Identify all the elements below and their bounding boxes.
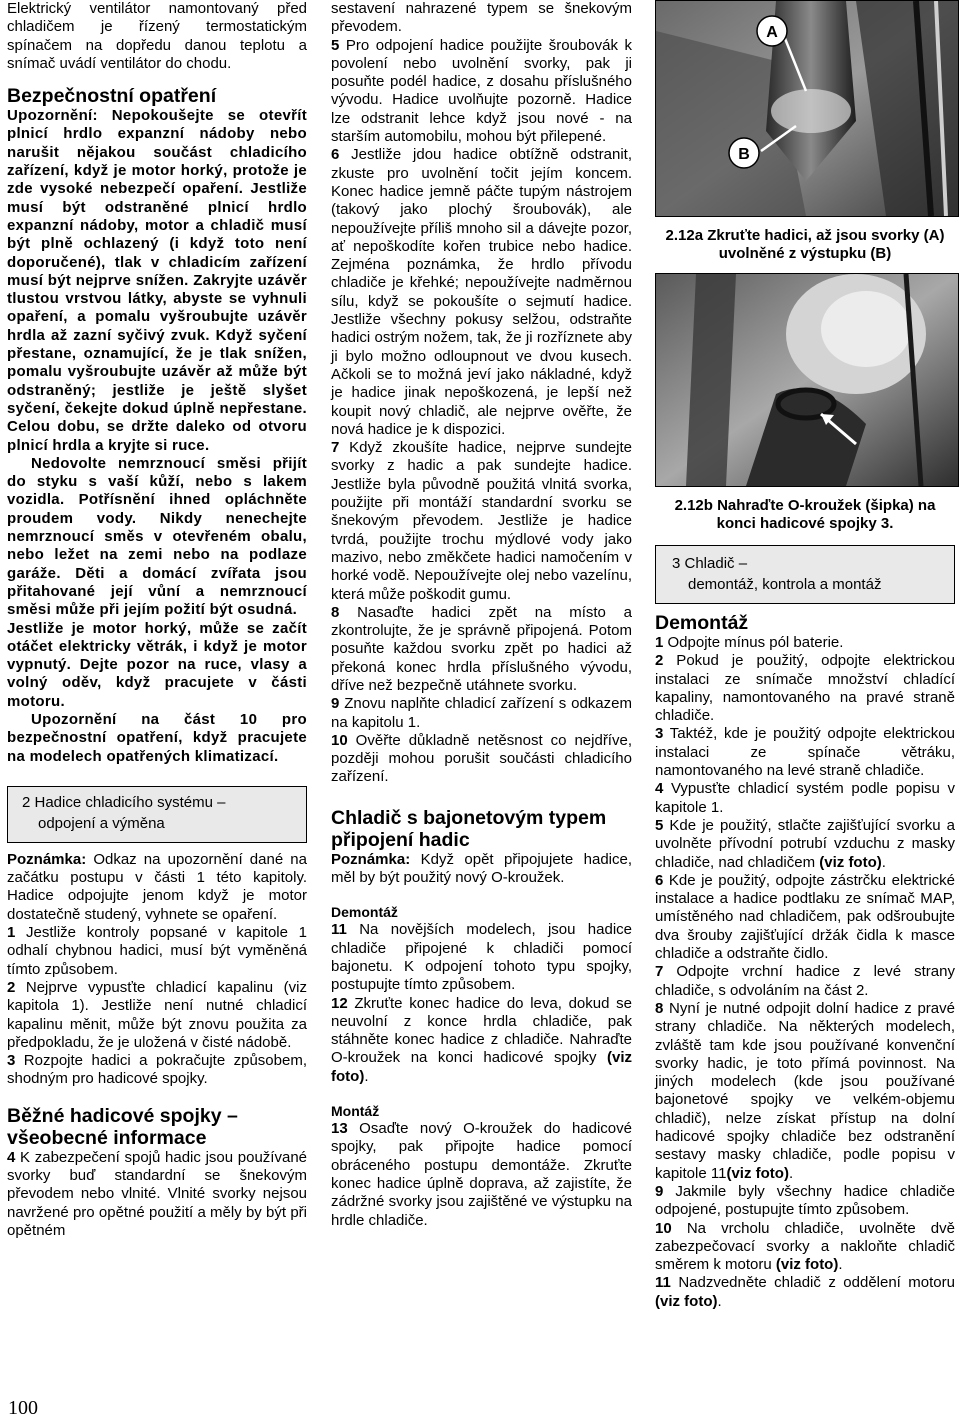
step-text: Ověřte důkladně netěsnost co nejdříve, později mohou porušit součásti chladicího zařízení. [331,731,632,786]
caption-2-12b: 2.12b Nahraďte O-kroužek (šipka) na konci hadicové spojky 3. [674,497,936,532]
step-text: Odpojte vrchní hadice z levé strany chladiče, s odvoláním na část 2. [655,963,955,999]
step-number: 9 [655,1182,664,1200]
bayonet-note [331,851,632,888]
step-number: 1 [7,924,16,942]
radiator-step-2 [655,652,955,725]
step-text: Když zkoušíte hadice, nejprve sundejte svorky z hadic a pak sundejte hadice. Jestliže byla původně použitá vlnitá svorka, použijte při montáží standardní svorku se šnekovým převodem. Jestliže je hadice tvrdá, použijte trochu mýdlové vody jako mazivo, nebo změkčete hadici namočením v horké vodě. Nepoužívejte olej nebo vazelínu, která může poškodit gumu. [331,439,632,603]
step-number: 13 [331,1120,348,1138]
step-text-end: . [881,853,886,871]
page-number: 100 [8,1397,38,1419]
step-8 [331,604,632,695]
step-text: Nejprve vypusťte chladicí kapalinu (viz kapitola 1). Jestliže není nutné chladicí kapalinu měnit, může být znovu použita za předpokladu, že je uložená v čisté nádobě. [7,978,307,1051]
section-box-radiator [655,545,955,604]
section-box-hoses-line1: 2 Hadice chladicího systému – [22,793,226,811]
warning-3: Jestliže je motor horký, může se začít otáčet elektricky větrák, i když je motor vypnutý. Dejte pozor na ruce, vlasy a volný oděv, když pracujete v části motoru. [7,619,307,710]
step-number: 9 [331,695,340,713]
continued-paragraph: sestavení nahrazené typem se šnekovým převodem. [331,0,632,36]
step-text: Na novějších modelech, jsou hadice chladiče připojené k chladiči pomocí bajonetu. K odpojení tohoto typu spojky, postupujte tímto způsobem. [331,921,632,994]
step-9 [331,695,632,732]
step-text: Taktéž, kde je použitý odpojte elektrickou instalaci ze spínače větráku, namontovaného na levé straně chladiče. [655,725,955,780]
warning-2: Nedovolte nemrznoucí směsi přijít do styku s vaší kůží, nebo s lakem vozidla. Potřísnění ihned opláchněte proudem vody. Nikdy nenechejte nemrznoucí směs v otevřeném obalu, nebo ležet na zemi nebo na podlaze garáže. Děti a domácí zvířata jsou přitahované její vůní a nemrznoucí směsi může při jejím požití být osudná. [7,454,307,619]
step-text: Kde je použitý, odpojte zástrčku elektrické instalace a hadice podtlaku ze snímač MAP, umístěného nad chladičem, pak odšroubujte dva šrouby zajišťující držák čidla k masce chladiče a odstraňte čidlo. [655,871,955,963]
note-text: Odkaz na upozornění dané na začátku postupu v části 1 této kapitoly. Hadice odpojujte jenom když je motor dostatečně studený, vyhnete se opaření. [7,850,307,923]
warning-4: Upozornění na část 10 pro bezpečnostní opatření, když pracujete na modelech opatřených klimatizací. [7,710,307,765]
photo-label-a: A [766,24,778,41]
step-number: 10 [331,731,348,749]
step-text: Pro odpojení hadice použijte šroubovák k povolení nebo uvolnění svorky, pak ji posuňte podél hadice, z dosahu příslušného vývodu. Hadice uvolňujte pozorně. Hadice lze odstranit lehce když jsou nové - na starším automobilu, mohou být přilepené. [331,36,632,146]
step-5 [331,37,632,147]
photo-2-12b-drawing [656,274,958,486]
step-12 [331,995,632,1086]
photo-reference: (viz foto) [775,1256,839,1274]
radiator-removal-heading: Demontáž [655,612,749,634]
step-text: Na vrcholu chladiče, uvolněte dvě zabezpečovací svorky a nakloňte chladič směrem k motoru [655,1219,955,1274]
step-text: Pokud je použitý, odpojte elektrickou instalaci ze snímače množství chladící kapaliny, namontovaného na pravé straně chladiče. [655,652,955,725]
step-7 [331,439,632,604]
radiator-step-11 [655,1274,955,1311]
step-number: 11 [655,1274,671,1292]
step-2 [7,979,307,1052]
step-number: 12 [331,994,348,1012]
step-number: 7 [655,963,664,981]
step-text-end: . [717,1292,722,1310]
safety-warnings [7,107,307,766]
radiator-step-10 [655,1220,955,1275]
radiator-step-8 [655,1000,955,1183]
step-number: 7 [331,439,340,457]
photo-reference: (viz foto) [655,1292,718,1310]
step-number: 3 [655,725,664,743]
radiator-step-3 [655,725,955,780]
section-box-radiator-line1: 3 Chladič – [672,555,748,572]
step-text: Kde je použitý, stlačte zajišťující svorku a uvolněte přívodní potrubí vzduchu z masky chladiče, nad chladičem [655,816,955,871]
step-number: 6 [655,871,664,889]
section-box-hoses [7,786,307,843]
step-number: 6 [331,146,340,164]
photo-reference: (viz foto) [331,1049,632,1085]
radiator-step-1 [655,634,955,652]
photo-reference: (viz foto) [726,1164,789,1182]
step-13 [331,1120,632,1230]
step-text: Nyní je nutné odpojit dolní hadice z pravé strany chladiče. Na některých modelech, zvláště tam kde jsou používané konvenční svorky hadic, je toto přímá povinnost. Na jiných modelech (kde jsou používané bajonetové spojky ve velkém-objemu chladič), nelze získat přístup na dolní hadicové spojky chladiče bez odstranění sestavy masky chladiče, podle popisu v kapitole 11 [655,999,955,1182]
hose-title-line1: Běžné hadicové spojky – [7,1104,238,1127]
radiator-step-7 [655,963,955,1000]
step-number: 4 [7,1148,16,1166]
hose-title-line2: všeobecné informace [7,1126,207,1149]
step-1 [7,924,307,979]
step-number: 5 [331,36,340,54]
note-text: Když opět připojujete hadice, měl by být použitý nový O-kroužek. [331,850,632,887]
radiator-step-4 [655,780,955,817]
removal-heading: Demontáž [331,904,398,921]
step-number: 8 [331,603,340,621]
step-text-end: . [838,1256,843,1274]
step-10 [331,732,632,787]
step-number: 11 [331,921,347,939]
step-text-end: . [788,1164,794,1182]
step-number: 2 [7,978,16,996]
step-text: Odpojte mínus pól baterie. [663,634,844,651]
step-text: Osaďte nový O-kroužek do hadicové spojky, pak připojte hadice pomocí obráceného postupu demontáže. Zkruťte konec hadice úplně doprava, až zajistíte, že zádržné svorky jsou zajištěné ve výstupku na hrdle chladiče. [331,1120,632,1229]
photo-2-12a [655,0,959,217]
note-paragraph [7,851,307,924]
step-3 [7,1052,307,1089]
column-left [7,0,307,1240]
photo-2-12b [655,273,959,487]
photo-2-12a-drawing [656,1,958,216]
step-text: Zkruťte konec hadice do leva, dokud se neuvolní z konce hrdla chladiče, pak stáhněte konec hadice z chladiče. Nahraďte O-kroužek na konci hadicové spojky [331,994,632,1067]
step-number: 1 [655,634,664,651]
step-text: Jakmile byly všechny hadice chladiče odpojené, postupujte tímto způsobem. [655,1182,955,1219]
step-4 [7,1149,307,1240]
photo-label-b: B [738,146,750,163]
intro-paragraph: Elektrický ventilátor namontovaný před chladičem je řízený termostatickým spínačem na dopředu danou teplotu a snímač uvádí ventilátor do chodu. [7,0,307,72]
warning-1: Upozornění: Nepokoušejte se otevřít plnicí hrdlo expanzní nádoby nebo narušit nějakou součást chladicího zařízení, když je motor horký, protože je zde vysoké nebezpečí opaření. Jestliže musí být odstraněné plnicí hrdlo expanzní nádoby, motor a chladič musí být plně ochlazený (i když toto není doporučené), tlak v chladicím zařízení musí být nejprve snížen. Zakryjte uzávěr tlustou vrstvou látky, abyste se vyhnuli opaření, a pomalu vyšroubujte uzávěr hrdla až zazní syčivý zvuk. Když syčení přestane, oznamující, že je tlak snížen, pomalu vyšroubujte uzávěr až může být odstraněný; jestliže je ještě slyšet syčení, čekejte dokud úplně nepřestane. Celou dobu, se držte daleko od otvoru plnicí hrdla a kryjte si ruce. [7,107,307,454]
step-text: Rozpojte hadici a pokračujte způsobem, shodným pro hadicové spojky. [7,1052,307,1088]
step-text: Jestliže kontroly popsané v kapitole 1 odhalí chybnou hadici, musí být vyměněná tímto způsobem. [7,924,307,978]
step-text: Jestliže jdou hadice obtížně odstranit, zkuste pro uvolnění točit jejím koncem. Konec hadice jemně páčte tupým nástrojem (takový jako plochý šroubovák), ale nepoužívejte příliš mnoho sil a dávejte pozor, ať nepoškodíte kořen trubice nebo hadice. Zejména poznámka, že hrdlo přívodu chladiče je křehké; nepoužívejte nadměrnou sílu, když se pokoušíte o sejmutí hadice. Jestliže všechny pokusy selžou, odstraňte hadici ostrým nožem, tak, že ji rozříznete aby ji bylo možno odloupnout ve dvou kusech. Ačkoli se to možná jeví jako nákladné, když je hadice jinak nepoškozená, je lepší než koupit nový chladič, ale nejprve ověřte, že nová hadice je k dispozici. [331,146,632,438]
section-box-radiator-line2: demontáž, kontrola a montáž [688,576,882,593]
step-number: 4 [655,780,664,798]
bayonet-title: Chladič s bajonetovým typem připojení hadic [331,806,607,851]
caption-2-12a: 2.12a Zkruťte hadici, až jsou svorky (A) uvolněné z výstupku (B) [665,227,945,262]
radiator-step-5 [655,817,955,872]
hose-title [7,1105,307,1149]
step-number: 5 [655,816,664,834]
note-label: Poznámka: [331,850,411,868]
step-text: Znovu naplňte chladicí zařízení s odkazem na kapitolu 1. [331,695,632,731]
step-11 [331,921,632,994]
step-text: K zabezpečení spojů hadic jsou používané svorky buď standardní se šnekovým převodem nebo vlnité. Vlnité svorky nejsou navržené pro opětné použití a měly by být při opětném [7,1148,307,1239]
column-right [655,0,955,1311]
radiator-step-6 [655,872,955,963]
step-text: Nadzvedněte chladič z oddělení motoru [670,1274,955,1292]
step-number: 3 [7,1052,16,1070]
photo-reference: (viz foto) [819,853,882,871]
step-number: 8 [655,999,664,1017]
step-6 [331,146,632,439]
column-middle [331,0,632,1230]
section-box-hoses-line2: odpojení a výměna [38,814,165,832]
install-heading: Montáž [331,1103,380,1120]
radiator-step-9 [655,1183,955,1220]
step-number: 2 [655,652,664,670]
step-text: Vypusťte chladicí systém podle popisu v kapitole 1. [655,780,955,816]
step-text: Nasaďte hadici zpět na místo a zkontrolujte, že je správně připojená. Potom posuňte každou svorku zpět po hadici až překoná konec hrdla příslušného vývodu, dříve než bezpečně utáhnete svorku. [331,603,632,694]
safety-title: Bezpečnostní opatření [7,85,217,108]
note-label: Poznámka: [7,850,87,868]
step-number: 10 [655,1219,672,1237]
step-text-end: . [364,1067,369,1085]
